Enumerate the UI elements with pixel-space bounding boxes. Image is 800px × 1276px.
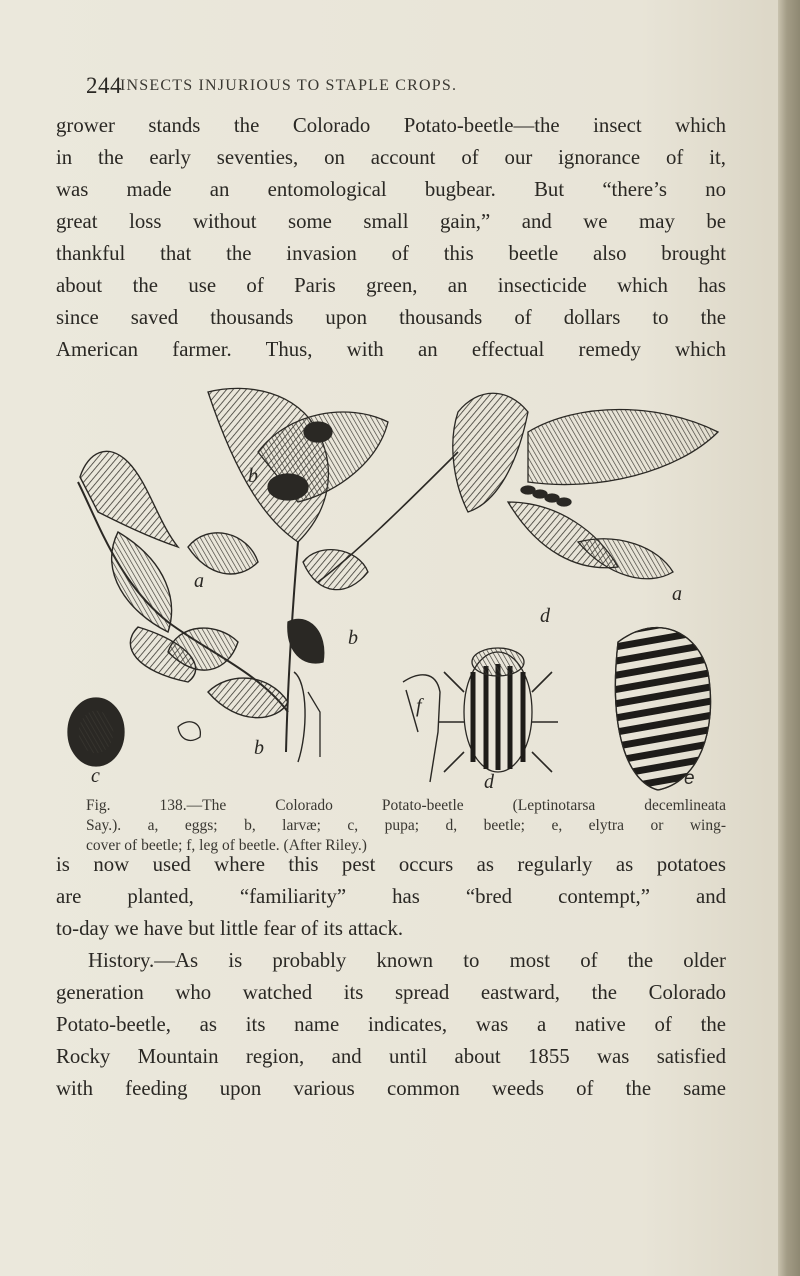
page-number: 244 (86, 73, 122, 98)
text-line: with feeding upon various common weeds of the same (56, 1077, 726, 1100)
label-b-mid: b (348, 627, 358, 649)
label-b-top: b (248, 465, 258, 487)
right-leaf-eggs (453, 393, 718, 579)
text-line: Potato-beetle, as its name indicates, was a native of the (56, 1013, 726, 1036)
text-line-history: History.—As is probably known to most of the older (88, 949, 726, 972)
label-b-low: b (254, 737, 264, 759)
text-line: was made an entomological bugbear. But “there’s no (56, 178, 726, 201)
text-line: American farmer. Thus, with an effectual remedy which (56, 338, 726, 361)
label-e: e (684, 768, 695, 789)
caption-line: Say.). a, eggs; b, larvæ; c, pupa; d, beetle; e, elytra or wing- (86, 817, 726, 834)
text-line: in the early seventies, on account of our ignorance of it, (56, 146, 726, 169)
beetle-leg (403, 675, 440, 782)
label-f: f (416, 695, 422, 717)
text-line: Rocky Mountain region, and until about 1855 was satisfied (56, 1045, 726, 1068)
label-c: c (91, 765, 100, 787)
adult-beetle (438, 648, 558, 772)
elytron-wing-cover (615, 628, 710, 790)
paragraph-bottom (56, 849, 726, 1105)
text-line: since saved thousands upon thousands of dollars to the (56, 306, 726, 329)
text-line: generation who watched its spread eastward, the Colorado (56, 981, 726, 1004)
caption-line: Fig. 138.—The Colorado Potato-beetle (Leptinotarsa decemlineata (86, 797, 726, 814)
paragraph-top (56, 110, 726, 366)
book-spine-shadow (778, 0, 800, 1276)
text-line: to-day we have but little fear of its attack. (56, 917, 404, 940)
running-head (86, 73, 726, 103)
label-d-upper: d (540, 605, 550, 627)
text-line: thankful that the invasion of this beetle also brought (56, 242, 726, 265)
running-title: INSECTS INJURIOUS TO STAPLE CROPS. (120, 77, 458, 94)
text-line: great loss without some small gain,” and we may be (56, 210, 726, 233)
label-a-left: a (194, 570, 204, 592)
text-line: are planted, “familiarity” has “bred contempt,” and (56, 885, 726, 908)
caption-line: cover of beetle; f, leg of beetle. (After Riley.) (86, 837, 367, 854)
figure-caption (86, 796, 726, 856)
text-line: is now used where this pest occurs as regularly as potatoes (56, 853, 726, 876)
pupa-figure (68, 698, 200, 766)
potato-beetle-engraving (58, 372, 728, 792)
label-d-lower: d (484, 771, 494, 792)
text-line: grower stands the Colorado Potato-beetle—the insect which (56, 114, 726, 137)
label-a-right: a (672, 583, 682, 605)
figure-illustration (58, 372, 728, 792)
text-line: about the use of Paris green, an insecticide which has (56, 274, 726, 297)
